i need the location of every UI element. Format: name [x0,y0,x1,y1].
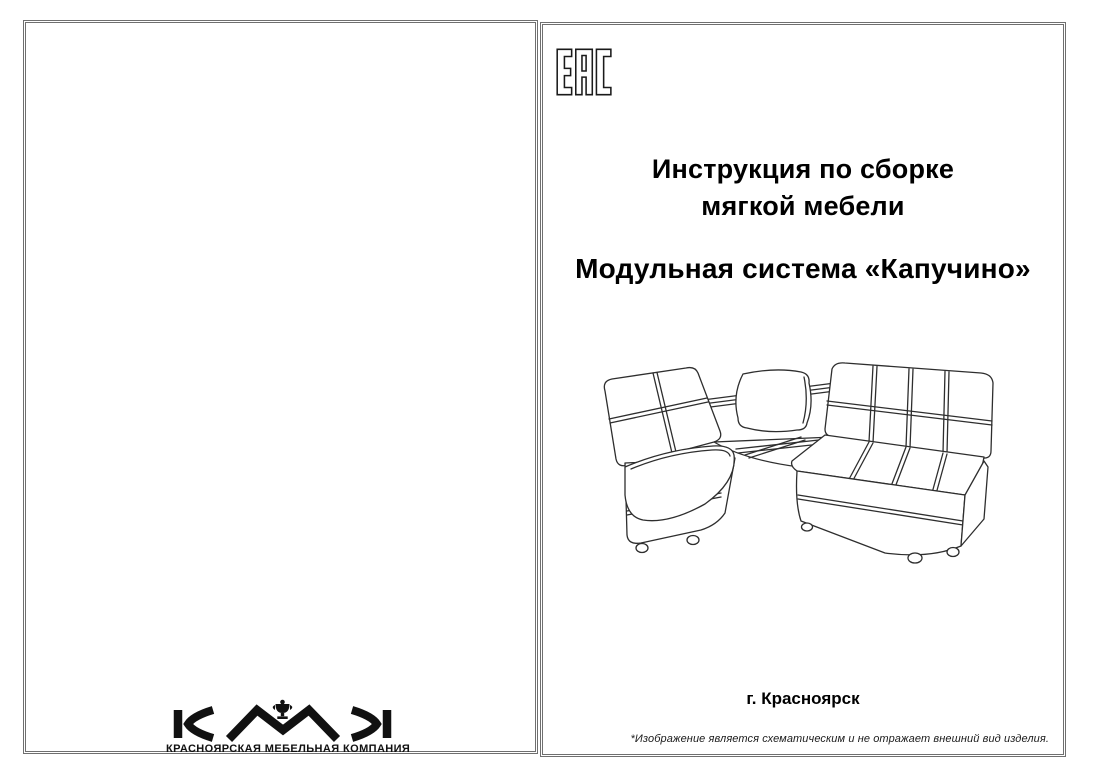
title-line-1: Инструкция по сборке [651,154,955,184]
kmk-logo [166,694,411,755]
page-title [543,151,1063,225]
trophy-icon [272,700,292,719]
page-front-cover [540,22,1066,757]
city-label: г. Красноярск [746,689,860,708]
page-back-cover [23,20,538,754]
subtitle: Модульная система «Капучино» [575,253,1031,284]
kmk-letters-icon [169,694,396,742]
title-line-2: мягкой мебели [701,191,905,221]
kmk-logo-caption: КРАСНОЯРСКАЯ МЕБЕЛЬНАЯ КОМПАНИЯ [166,743,411,755]
footnote: *Изображение является схематическим и не отражает внешний вид изделия. [630,733,1049,745]
corner-sofa-illustration [585,343,1015,578]
eac-mark-icon [551,43,615,101]
